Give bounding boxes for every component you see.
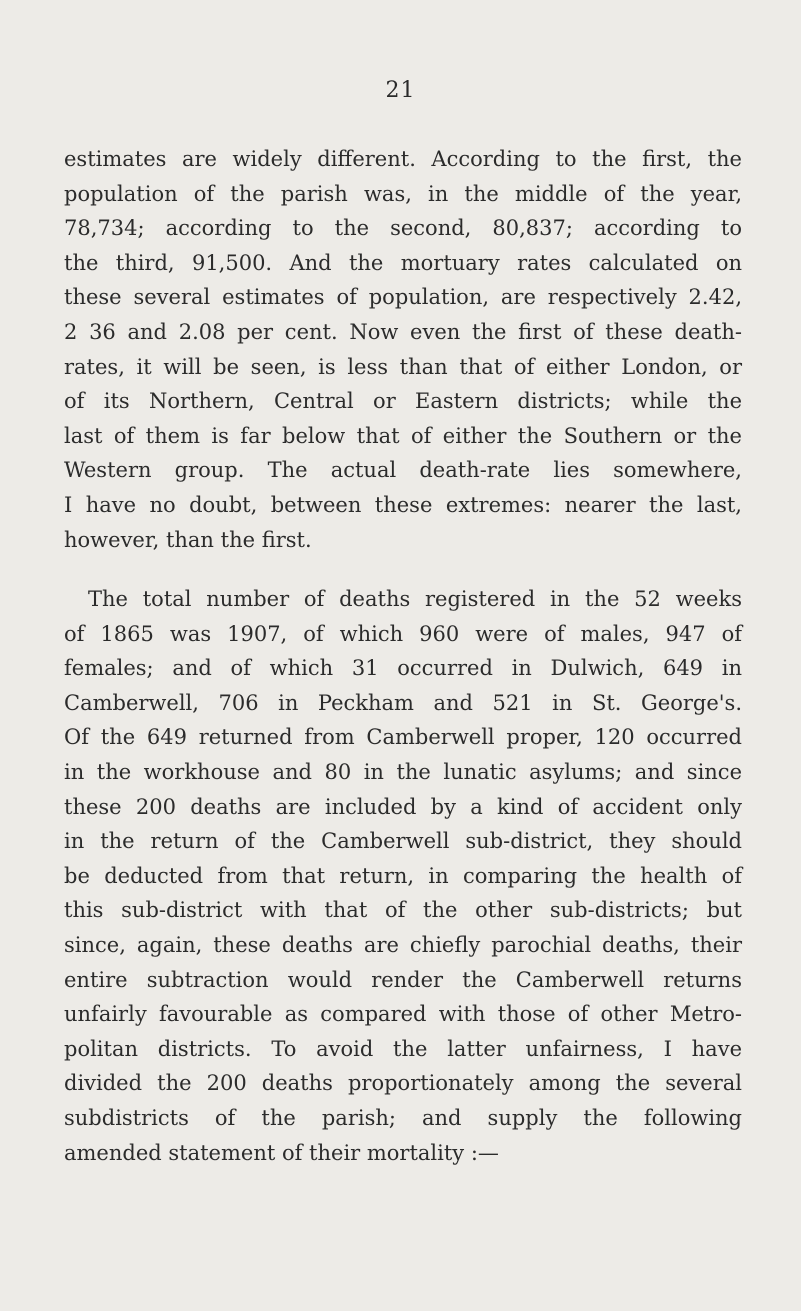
- text-line: subdistricts of the parish; and supply the following: [64, 1105, 742, 1130]
- text-line: amended statement of their mortality :—: [64, 1140, 499, 1165]
- text-line: unfairly favourable as compared with those of other Metro-: [64, 1002, 742, 1027]
- text-line: in the workhouse and 80 in the lunatic asylums; and since: [64, 759, 742, 784]
- page-number: 21: [385, 78, 416, 103]
- text-line: I have no doubt, between these extremes: nearer the last,: [64, 492, 742, 517]
- text-line: the third, 91,500. And the mortuary rates calculated on: [64, 250, 742, 275]
- text-line: entire subtraction would render the Camberwell returns: [64, 967, 742, 992]
- text-line: The total number of deaths registered in the 52 weeks: [88, 587, 742, 611]
- text-line: 2 36 and 2.08 per cent. Now even the first of these death-: [64, 319, 742, 344]
- text-line: these 200 deaths are included by a kind of accident only: [64, 794, 742, 819]
- text-line: last of them is far below that of either the Southern or the: [64, 423, 742, 448]
- text-line: Camberwell, 706 in Peckham and 521 in St. George's.: [64, 690, 742, 715]
- text-line: be deducted from that return, in comparing the health of: [64, 863, 742, 888]
- text-line: rates, it will be seen, is less than that of either London, or: [64, 354, 742, 379]
- text-line: Of the 649 returned from Camberwell proper, 120 occurred: [64, 725, 742, 750]
- text-line: population of the parish was, in the middle of the year,: [64, 181, 742, 206]
- text-line: in the return of the Camberwell sub-district, they should: [64, 829, 742, 854]
- text-line: however, than the first.: [64, 527, 312, 552]
- text-line: of its Northern, Central or Eastern districts; while the: [64, 389, 742, 414]
- text-line: 78,734; according to the second, 80,837; according to: [64, 216, 742, 241]
- text-line: females; and of which 31 occurred in Dulwich, 649 in: [64, 656, 742, 681]
- text-line: estimates are widely different. According to the first, the: [64, 147, 742, 171]
- text-line: politan districts. To avoid the latter unfairness, I have: [64, 1036, 742, 1061]
- paragraph-1: [64, 142, 742, 557]
- text-line: this sub-district with that of the other sub-districts; but: [64, 898, 742, 923]
- text-line: of 1865 was 1907, of which 960 were of males, 947 of: [64, 621, 742, 646]
- text-line: divided the 200 deaths proportionately among the several: [64, 1071, 742, 1096]
- text-line: Western group. The actual death-rate lies somewhere,: [64, 458, 742, 483]
- text-line: since, again, these deaths are chiefly parochial deaths, their: [64, 932, 742, 957]
- text-line: these several estimates of population, are respectively 2.42,: [64, 285, 742, 310]
- paragraph-2: [64, 582, 742, 1170]
